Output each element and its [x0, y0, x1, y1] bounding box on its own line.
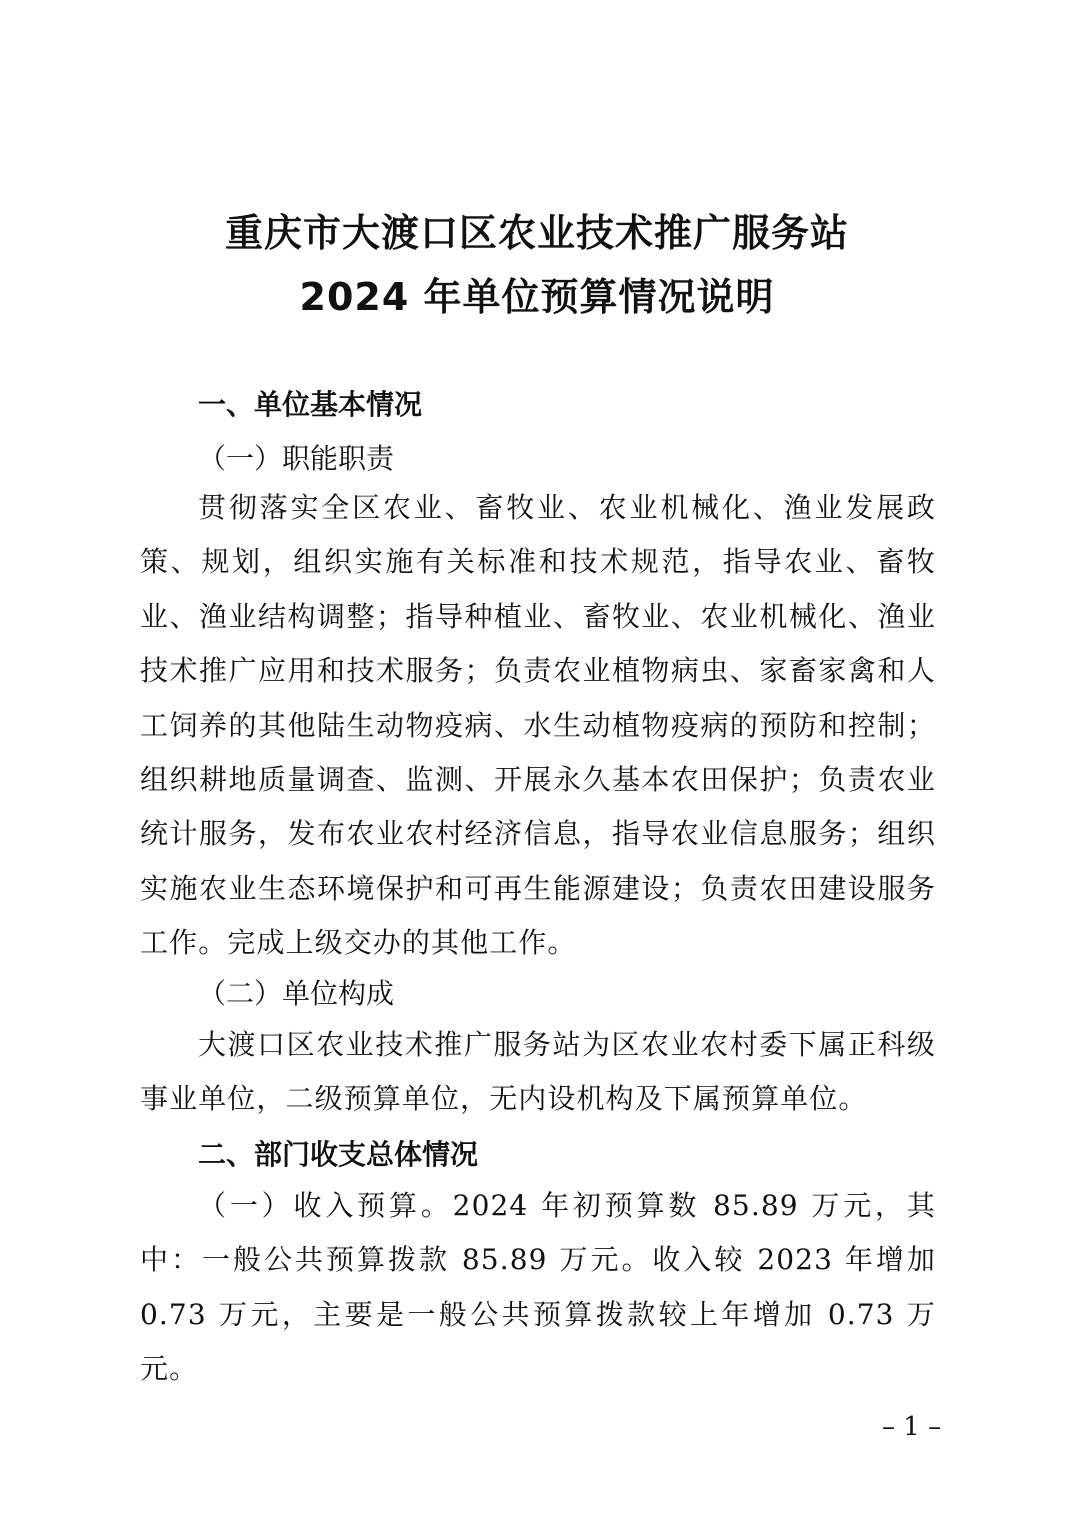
subsection-1-1-heading: （一）职能职责 [198, 442, 395, 475]
document-title-line-1: 重庆市大渡口区农业技术推广服务站 [224, 211, 849, 255]
section-2-heading: 二、部门收支总体情况 [198, 1138, 479, 1171]
subsection-1-1-paragraph: 贯彻落实全区农业、畜牧业、农业机械化、渔业发展政策、规划，组织实施有关标准和技术规范，指导农业、畜牧业、渔业结构调整；指导种植业、畜牧业、农业机械化、渔业技术推广应用和技术服务；负责农业植物病虫、家畜家禽和人工饲养的其他陆生动物疫病、水生动植物疫病的预防和控制；组织耕地质量调查、监测、开展永久基本农田保护；负责农业统计服务，发布农业农村经济信息，指导农业信息服务；组织实施农业生态环境保护和可再生能源建设；负责农田建设服务工作。完成上级交办的其他工作。 [140, 491, 936, 960]
subsection-1-2-paragraph: 大渡口区农业技术推广服务站为区农业农村委下属正科级事业单位，二级预算单位，无内设机构及下属预算单位。 [140, 1028, 936, 1116]
subsection-1-2-heading: （二）单位构成 [198, 977, 395, 1010]
section-2-paragraph: （一）收入预算。2024 年初预算数 85.89 万元，其中：一般公共预算拨款 85.89 万元。收入较 2023 年增加 0.73 万元，主要是一般公共预算拨款较上年增加 0.73 万元。 [140, 1189, 936, 1386]
document-title-line-2: 2024 年单位预算情况说明 [299, 275, 775, 319]
section-1-heading: 一、单位基本情况 [198, 388, 423, 421]
page-number: – 1 – [882, 1412, 942, 1442]
